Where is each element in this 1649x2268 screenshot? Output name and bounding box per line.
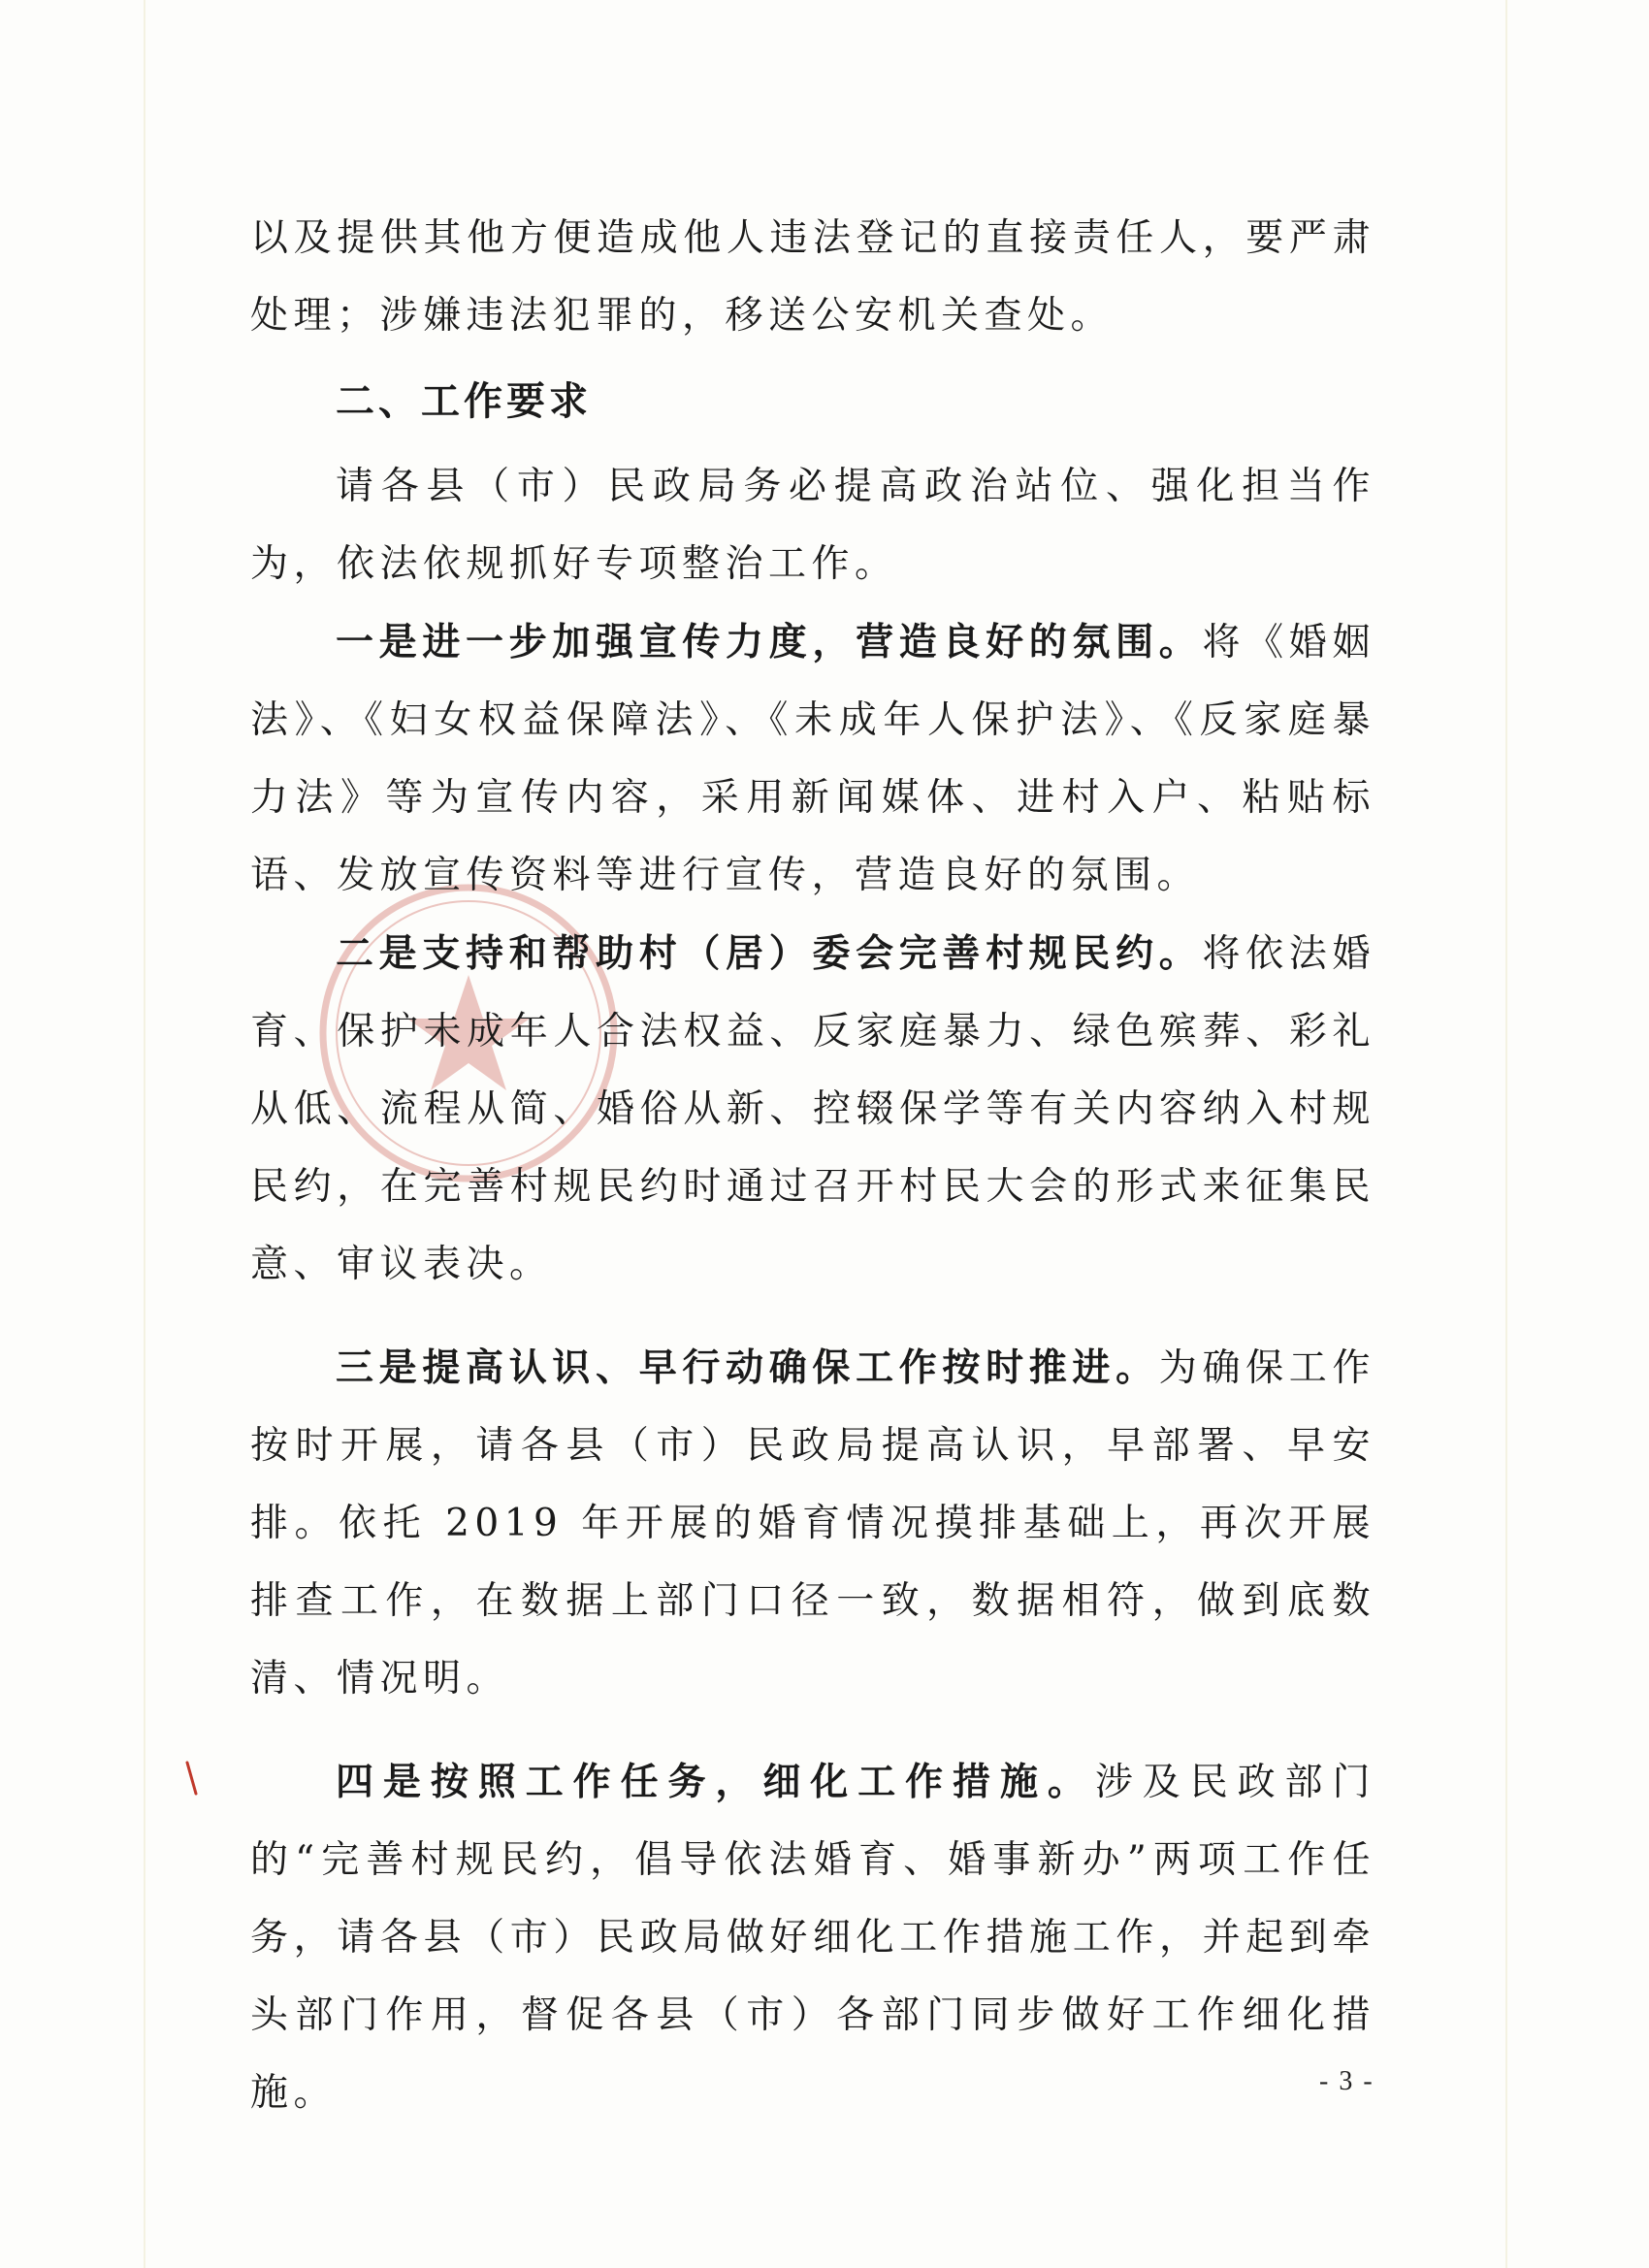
spacer	[250, 1718, 1375, 1743]
item-lead: 一是进一步加强宣传力度，营造良好的氛围。	[336, 620, 1203, 664]
page-number: - 3 -	[1319, 2066, 1374, 2096]
intro-text: 请各县（市）民政局务必提高政治站位、强化担当作为，依法依规抓好专项整治工作。	[250, 465, 1375, 586]
scan-margin-line-left	[144, 0, 146, 2268]
item-lead: 二是支持和帮助村（居）委会完善村规民约。	[336, 931, 1203, 976]
requirement-item-4	[250, 1743, 1375, 2132]
paragraph-continuation	[250, 200, 1375, 355]
document-body	[250, 200, 1375, 2132]
item-lead: 三是提高认识、早行动确保工作按时推进。	[336, 1345, 1159, 1390]
section-intro	[250, 448, 1375, 603]
spacer	[250, 1304, 1375, 1329]
scan-margin-line-right	[1505, 0, 1507, 2268]
requirement-item-3	[250, 1329, 1375, 1718]
red-pen-mark	[184, 1761, 200, 1796]
item-text: 为确保工作按时开展，请各县（市）民政局提高认识，早部署、早安排。依托 2019 年开展的婚育情况摸排基础上，再次开展排查工作，在数据上部门口径一致，数据相符，做到底数清、情况明。	[250, 1346, 1375, 1701]
requirement-item-2	[250, 915, 1375, 1304]
item-text: 将依法婚育、保护未成年人合法权益、反家庭暴力、绿色殡葬、彩礼从低、流程从简、婚俗从新、控辍保学等有关内容纳入村规民约，在完善村规民约时通过召开村民大会的形式来征集民意、审议表决。	[250, 932, 1375, 1286]
item-text: 将《婚姻法》、《妇女权益保障法》、《未成年人保护法》、《反家庭暴力法》等为宣传内容，采用新闻媒体、进村入户、粘贴标语、发放宣传资料等进行宣传，营造良好的氛围。	[250, 621, 1375, 897]
item-lead: 四是按照工作任务，细化工作措施。	[336, 1760, 1095, 1804]
item-text: 涉及民政部门的“完善村规民约，倡导依法婚育、婚事新办”两项工作任务，请各县（市）民政局做好细化工作措施工作，并起到牵头部门作用，督促各县（市）各部门同步做好工作细化措施。	[250, 1761, 1375, 2115]
section-heading: 二、工作要求	[336, 379, 592, 424]
requirement-item-1	[250, 603, 1375, 915]
paragraph-text: 以及提供其他方便造成他人违法登记的直接责任人，要严肃处理；涉嫌违法犯罪的，移送公安机关查处。	[250, 216, 1375, 338]
